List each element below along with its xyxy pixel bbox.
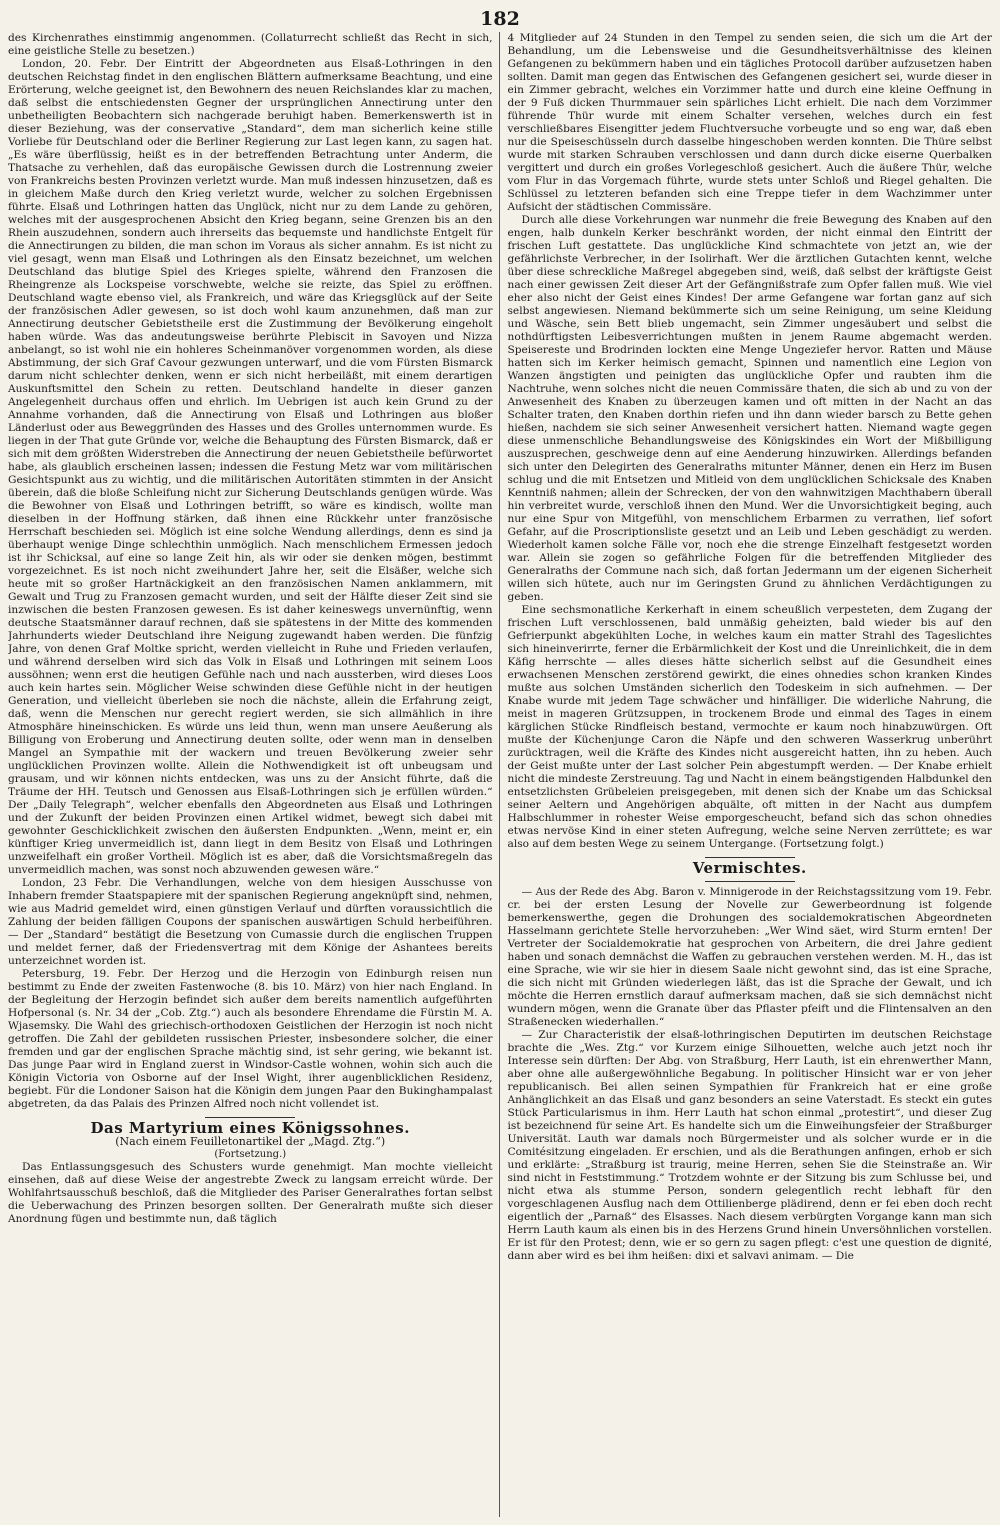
feuilleton-paragraph: Das Entlassungsgesuch des Schusters wurde genehmigt. Man mochte vielleicht einsehen, daß auf diese Weise der angestrebte Zweck zu langsam erreicht würde. Der Wohlfahrtsausschuß beschloß, daß die Mitglieder des Pariser Generalrathes fortan selbst die Ueberwachung des Prinzen besorgen sollten. Der Generalrath mußte sich dieser Anordnung fügen und bestimmte nun, daß täglich bbox=[8, 1161, 493, 1225]
feuilleton-source: (Nach einem Feuilletonartikel der „Magd. Ztg.“) bbox=[115, 1135, 386, 1148]
feuilleton-paragraph: 4 Mitglieder auf 24 Stunden in den Tempel zu senden seien, die sich um die Art der Behandlung, um die Lebensweise und die Gesundheitsverhältnisse des kleinen Gefangenen zu bekümmern haben und ein tägliches Protocoll darüber aufzusetzen haben sollten. Damit man gegen das Entwischen des Gefangenen gesichert sei, wurde dieser in ein Zimmer gebracht, welches ein Vorzimmer hatte und durch eine kleine Oeffnung in der 9 Fuß dicken Thurmmauer sein spärliches Licht erhielt. Die nach dem Vorzimmer führende Thür wurde mit einem Schalter versehen, welches durch ein fest verschließbares Eisengitter jedem Fluchtversuche vorbeugte und so eng war, daß eben nur die Speiseschüsseln durch dasselbe hingeschoben werden konnten. Die Thüre selbst wurde mit starken Schrauben verschlossen und dann durch dicke eiserne Querbalken vergittert und durch ein großes Vorlegeschloß gesichert. Auch die äußere Thür, welche vom Flur in das Vorgemach führte, wurde stets unter Schloß und Riegel gehalten. Die Schlüssel zu letzteren befanden sich eine Treppe tiefer in dem Wachzimmer unter Aufsicht der städtischen Commissäre. bbox=[507, 32, 992, 213]
right-column bbox=[502, 32, 993, 1517]
section-divider bbox=[205, 1117, 295, 1118]
feuilleton-note: (Fortsetzung.) bbox=[214, 1149, 287, 1160]
article-paragraph: Petersburg, 19. Febr. Der Herzog und die Herzogin von Edinburgh reisen nun bestimmt zu Ende der zweiten Fastenwoche (8. bis 10. März) von hier nach England. In der Begleitung der Herzogin befindet sich außer dem bereits namentlich aufgeführten Hofpersonal (s. Nr. 34 der „Cob. Ztg.“) auch als besondere Ehrendame die Fürstin M. A. Wjasemsky. Die Wahl des griechisch-orthodoxen Geistlichen der Herzogin ist noch nicht getroffen. Die Zahl der gebildeten russischen Priester, insbesondere solcher, die einer fremden und gar der englischen Sprache mächtig sind, ist sehr gering, wie bekannt ist. Das junge Paar wird in England zuerst in Windsor-Castle wohnen, wohin sich auch die Königin Victoria von Osborne auf der Insel Wight, ihrer augenblicklichen Residenz, begiebt. Für die Londoner Saison hat die Königin dem jungen Paar den Bukinghampalast abgetreten, da das Palais des Prinzen Alfred noch nicht vollendet ist. bbox=[8, 968, 493, 1110]
miscellany-heading: Vermischtes. bbox=[692, 859, 807, 877]
page-number: 182 bbox=[480, 8, 520, 30]
section-divider bbox=[705, 857, 795, 858]
article-paragraph: des Kirchenrathes einstimmig angenommen. (Collaturrecht schließt das Recht in sich, eine geistliche Stelle zu besetzen.) bbox=[8, 32, 493, 57]
feuilleton-paragraph: Eine sechsmonatliche Kerkerhaft in einem scheußlich verpesteten, dem Zugang der frischen Luft verschlossenen, bald unmäßig geheizten, bald wieder bis auf den Gefrierpunkt abgekühlten Loche, in welches kaum ein matter Strahl des Tageslichtes sich hineinverirrte, ferner die Erbärmlichkeit der Kost und die Unreinlichkeit, die in dem Käfig herrschte — alles dieses hätte sicherlich selbst auf die Gesundheit eines erwachsenen Menschen zerstörend gewirkt, die eines ohnedies schon kranken Kindes mußte aus solchen Umständen sicherlich den Todeskeim in sich aufnehmen. — Der Knabe wurde mit jedem Tage schwächer und hinfälliger. Die widerliche Nahrung, die meist in mageren Grützsuppen, in trockenem Brode und einmal des Tages in einem kärglichen Stücke Rindfleisch bestand, vermochte er kaum noch hinabzuwürgen. Oft mußte der Küchenjunge Caron die Näpfe und den schweren Wasserkrug unberührt zurücktragen, weil die Kräfte des Kindes nicht ausgereicht hatten, ihn zu heben. Auch der Geist mußte unter der Last solcher Pein abgestumpft werden. — Der Knabe erhielt nicht die mindeste Zerstreuung. Tag und Nacht in einem beängstigenden Halbdunkel den entsetzlichsten Grübeleien preisgegeben, mit denen sich der Knabe um das Schicksal seiner Aeltern und Angehörigen abquälte, oft mitten in der Nacht aus dumpfem Halbschlummer in rohester Weise emporgescheucht, befand sich das schon ohnedies etwas nervöse Kind in einer steten Aufregung, welche seine Nerven zerrüttete; es war also auf dem besten Wege zu seinem Untergange. (Fortsetzung folgt.) bbox=[507, 604, 992, 850]
column-rule bbox=[499, 32, 500, 1517]
feuilleton-heading: Das Martyrium eines Königssohnes. bbox=[90, 1119, 410, 1137]
miscellany-paragraph: — Aus der Rede des Abg. Baron v. Minnigerode in der Reichstagssitzung vom 19. Febr. cr. bei der ersten Lesung der Novelle zur Gewerbeordnung ist folgende bemerkenswerthe, gegen die Drohungen des socialdemokratischen Abgeordneten Hasselmann gerichtete Stelle hervorzuheben: „Wer Wind säet, wird Sturm ernten! Der Vertreter der Socialdemokratie hat gesprochen von Arbeitern, die drei Jahre gedient haben und sonach demnächst die Waffen zu gebrauchen verstehen werden. M. H., das ist eine Sprache, wie wir sie hier in diesem Saale nicht gewohnt sind, das ist eine Sprache, die sich nicht mit Gründen wiederlegen läßt, das ist die Sprache der Gewalt, und ich möchte die Herren ernstlich darauf aufmerksam machen, daß sie sich demnächst nicht wundern mögen, wenn die Granate über das Pflaster pfeift und die Flintensalven an den Straßenecken wiederhallen.“ bbox=[507, 886, 992, 1028]
article-paragraph: London, 20. Febr. Der Eintritt der Abgeordneten aus Elsaß-Lothringen in den deutschen Reichstag findet in den englischen Blättern aufmerksame Beachtung, und eine Erörterung, welche geeignet ist, den Bewohnern des neuen Reichslandes klar zu machen, daß selbst die entschiedensten Gegner der ursprünglichen Annectirung unter den unbetheiligten Beobachtern sich nachgerade beruhigt haben. Bemerkenswerth ist in dieser Beziehung, was der conservative „Standard“, dem man sicherlich keine stille Vorliebe für Deutschland oder die Berliner Regierung zur Last legen kann, zu sagen hat. „Es wäre überflüssig, heißt es in der betreffenden Betrachtung unter Anderm, die Thatsache zu verhehlen, daß das europäische Gewissen durch die Lostrennung zweier von Frankreichs besten Provinzen verletzt wurde. Man muß indessen hinzusetzen, daß es in gleichem Maße durch den Krieg verletzt wurde, welcher zu solchen Ergebnissen führte. Elsaß und Lothringen hatten das Unglück, nicht nur zu dem Lande zu gehören, welches mit der ausgesprochenen Absicht den Krieg begann, seine Grenzen bis an den Rhein auszudehnen, sondern auch ihrerseits das bequemste und handlichste Entgelt für die Annectirungen zu bilden, die man schon im Voraus als sicher annahm. Es ist nicht zu viel gesagt, wenn man Elsaß und Lothringen als den Einsatz bezeichnet, um welchen Deutschland das blutige Spiel des Krieges spielte, während den Franzosen die Rheingrenze als Lockspeise vorschwebte, welche sie reizte, das Spiel zu eröffnen. Deutschland wagte ebenso viel, als Frankreich, und wäre das Kriegsglück auf der Seite der französischen Adler gewesen, so ist doch wohl kaum anzunehmen, daß man zur Annectirung deutscher Gebietstheile erst die Zustimmung der Bevölkerung eingeholt haben würde. Was das andeutungsweise berührte Plebiscit in Savoyen und Nizza anbelangt, so ist wohl nie ein hohleres Scheinmanöver vorgenommen worden, als diese Abstimmung, der sich Graf Cavour gezwungen unterwarf, und die vom Fürsten Bismarck darum nicht schlechter denken, wenn er sich nicht herbeiläßt, mit einem derartigen Auskunftsmittel den Schein zu retten. Deutschland handelte in dieser ganzen Angelegenheit durchaus offen und ehrlich. Im Uebrigen ist auch kein Grund zu der Annahme vorhanden, daß die Annectirung von Elsaß und Lothringen aus bloßer Länderlust oder aus Beweggründen des Hasses und des Grolles unternommen wurde. Es liegen in der That gute Gründe vor, welche die Behauptung des Fürsten Bismarck, daß er sich mit dem größten Widerstreben die Annectirung der neuen Gebietstheile befürwortet habe, als glaublich erscheinen lassen; indessen die Festung Metz war vom militärischen Gesichtspunkt aus zu wichtig, und die militärischen Autoritäten stimmten in der Ansicht überein, daß die bloße Schleifung nicht zur Sicherung Deutschlands genügen würde. Was die Bewohner von Elsaß und Lothringen betrifft, so wäre es kindisch, wollte man dieselben in der Hoffnung stärken, daß ihnen eine Rückkehr unter französische Herrschaft beschieden sei. Möglich ist eine solche Wendung allerdings, denn es sind ja überhaupt wenige Dinge schlechthin unmöglich. Nach menschlichem Ermessen jedoch ist ihr Schicksal, auf eine so lange Zeit hin, als wir oder sie denken mögen, bestimmt vorgezeichnet. Es ist noch nicht zweihundert Jahre her, seit die Elsäßer, welche sich heute mit so großer Hartnäckigkeit an den französischen Namen anklammern, mit Gewalt und Trug zu Franzosen gemacht wurden, und seit der Hälfte dieser Zeit sind sie inzwischen die besten Franzosen gewesen. Es ist daher keineswegs unvernünftig, wenn deutsche Staatsmänner darauf rechnen, daß sie spätestens in der Mitte des kommenden Jahrhunderts wieder Deutschland ihre Neigung zugewandt haben werden. Die fünfzig Jahre, von denen Graf Moltke spricht, werden vielleicht in Ruhe und Frieden verlaufen, und während derselben wird sich das Volk in Elsaß und Lothringen mit seinem Loos aussöhnen; wenn erst die heutigen Gefühle nach und nach aussterben, wird dieses Loos auch kein hartes sein. Möglicher Weise schwinden diese Gefühle nicht in der heutigen Generation, und vielleicht überleben sie noch die nächste, allein die Erfahrung zeigt, daß, wenn die Menschen nur gerecht regiert werden, sie sich allmählich in ihre Atmosphäre hineinschicken. Es würde uns leid thun, wenn man unsere Aeußerung als Billigung von Eroberung und Annectirung deuten sollte, oder wenn man in denselben Mangel an Sympathie mit der wackern und treuen Bevölkerung zweier sehr unglücklichen Provinzen wollte. Allein die Nothwendigkeit ist oft unbeugsam und grausam, und wir können nichts entdecken, was uns zu der Ansicht führte, daß die Träume der HH. Teutsch und Genossen aus Elsaß-Lothringen sich je erfüllen würden.“ Der „Daily Telegraph“, welcher ebenfalls den Abgeordneten aus Elsaß und Lothringen und der Zukunft der beiden Provinzen einen Artikel widmet, bewegt sich dabei mit gewohnter Geschicklichkeit zwischen den äußersten Endpunkten. „Wenn, meint er, ein künftiger Krieg unvermeidlich ist, dann liegt in dem Besitz von Elsaß und Lothringen unzweifelhaft ein großer Vortheil. Möglich ist es aber, daß die Vorsichtsmaßregeln das unvermeidlich machen, was sonst noch abzuwenden gewesen wäre.“ bbox=[8, 58, 493, 876]
miscellany-paragraph: — Zur Characteristik der elsaß-lothringischen Deputirten im deutschen Reichstage brachte die „Wes. Ztg.“ vor Kurzem einige Silhouetten, welche auch jetzt noch ihr Interesse sein dürften: Der Abg. von Straßburg, Herr Lauth, ist ein ehrenwerther Mann, aber ohne alle außergewöhnliche Begabung. In politischer Hinsicht war er von jeher republicanisch. Bei allen seinen Sympathien für Frankreich hat er eine große Anhänglichkeit an das Elsaß und ganz besonders an seine Vaterstadt. Es steckt ein gutes Stück Particularismus in ihm. Herr Lauth hat schon einmal „protestirt“, und dieser Zug ist bezeichnend für seine Art. Es handelte sich um die Einweihungsfeier der Straßburger Universität. Lauth war damals noch Bürgermeister und als solcher wurde er in die Comitésitzung eingeladen. Er erschien, und als die Berathungen anfingen, erhob er sich und erklärte: „Straßburg ist traurig, meine Herren, sehen Sie die Steinstraße an. Wir sind nicht in Feststimmung.“ Trotzdem wohnte er der Sitzung bis zum Schlusse bei, und nicht etwa als stumme Person, sondern gelegentlich recht lebhaft für den vorgeschlagenen Ausflug nach dem Ottilienberge plädirend, denn er fei eben doch recht eigentlich der „Parnaß“ des Elsasses. Nach diesem verbürgten Vorgange kann man sich Herrn Lauth kaum als einen bis in des Herzens Grund hinein Unversöhnlichen vorstellen. Er ist für den Protest; denn, wie er so gern zu sagen pflegt: c'est une question de dignité, dann aber wird es bei ihm heißen: dixi et salvavi animam. — Die bbox=[507, 1029, 992, 1262]
section-divider bbox=[705, 881, 795, 882]
column-container bbox=[8, 32, 992, 1517]
feuilleton-paragraph: Durch alle diese Vorkehrungen war nunmehr die freie Bewegung des Knaben auf den engen, halb dunkeln Kerker beschränkt worden, der nicht einmal den Eintritt der frischen Luft gestattete. Das unglückliche Kind schmachtete von jetzt an, wie der gefährlichste Verbrecher, in der Isolirhaft. Wer die ärztlichen Gutachten kennt, welche über diese schreckliche Maßregel abgegeben sind, weiß, daß selbst der kräftigste Geist nach einer gewissen Zeit dieser Art der Gefängnißstrafe zum Opfer fallen muß. Wie viel eher also nicht der Geist eines Kindes! Der arme Gefangene war fortan ganz auf sich selbst angewiesen. Niemand bekümmerte sich um seine Reinigung, um seine Kleidung und Wäsche, sein Bett blieb ungemacht, sein Zimmer ungesäubert und selbst die nothdürftigsten Leibesverrichtungen mußten in jenem Raume abgemacht werden. Speisereste und Brodrinden lockten eine Menge Ungeziefer hervor. Ratten und Mäuse hatten sich im Kerker heimisch gemacht, Spinnen und namentlich eine Legion von Wanzen ängstigten und peinigten das unglückliche Opfer und raubten ihm die Nachtruhe, wenn solches nicht die neuen Commissäre thaten, die sich ab und zu von der Anwesenheit des Knaben zu überzeugen kamen und oft mitten in der Nacht an das Schalter traten, den Knaben dorthin riefen und ihn dann wieder barsch zu Bette gehen hießen, nachdem sie sich seiner Anwesenheit versichert hatten. Niemand wagte gegen diese unmenschliche Behandlungsweise des Königskindes ein Wort der Mißbilligung auszusprechen, geschweige denn auf eine Aenderung hinzuwirken. Allerdings befanden sich unter den Delegirten des Generalraths mitunter Männer, denen ein Herz im Busen schlug und die mit Entsetzen und Mitleid von dem unglücklichen Schicksale des Knaben Kenntniß nahmen; allein der Schrecken, der von den wahnwitzigen Machthabern überall hin verbreitet wurde, verschloß ihnen den Mund. Wer die Unvorsichtigkeit beging, auch nur eine Spur von Mitgefühl, von menschlichem Erbarmen zu verrathen, lief sofort Gefahr, auf die Proscriptionsliste gesetzt und an Leib und Leben geschädigt zu werden. Wiederholt kamen solche Fälle vor, noch ehe die strenge Einzelhaft festgesetzt worden war. Allein sie zogen so gefährliche Folgen für die betreffenden Mitglieder des Generalraths der Commune nach sich, daß fortan Jedermann um der eigenen Sicherheit willen sich hütete, auch nur im Geringsten Grund zu ähnlichen Verdächtigungen zu geben. bbox=[507, 214, 992, 603]
article-paragraph: London, 23 Febr. Die Verhandlungen, welche von dem hiesigen Ausschusse von Inhabern fremder Staatspapiere mit der spanischen Regierung angeknüpft sind, nehmen, wie aus Madrid gemeldet wird, einen günstigen Verlauf und dürften voraussichtlich die Zahlung der beiden fälligen Coupons der spanischen auswärtigen Schuld herbeiführen. — Der „Standard“ bestätigt die Besetzung von Cumassie durch die englischen Truppen und meldet ferner, daß der Friedensvertrag mit dem Könige der Ashantees bereits unterzeichnet worden ist. bbox=[8, 877, 493, 967]
left-column bbox=[8, 32, 497, 1517]
